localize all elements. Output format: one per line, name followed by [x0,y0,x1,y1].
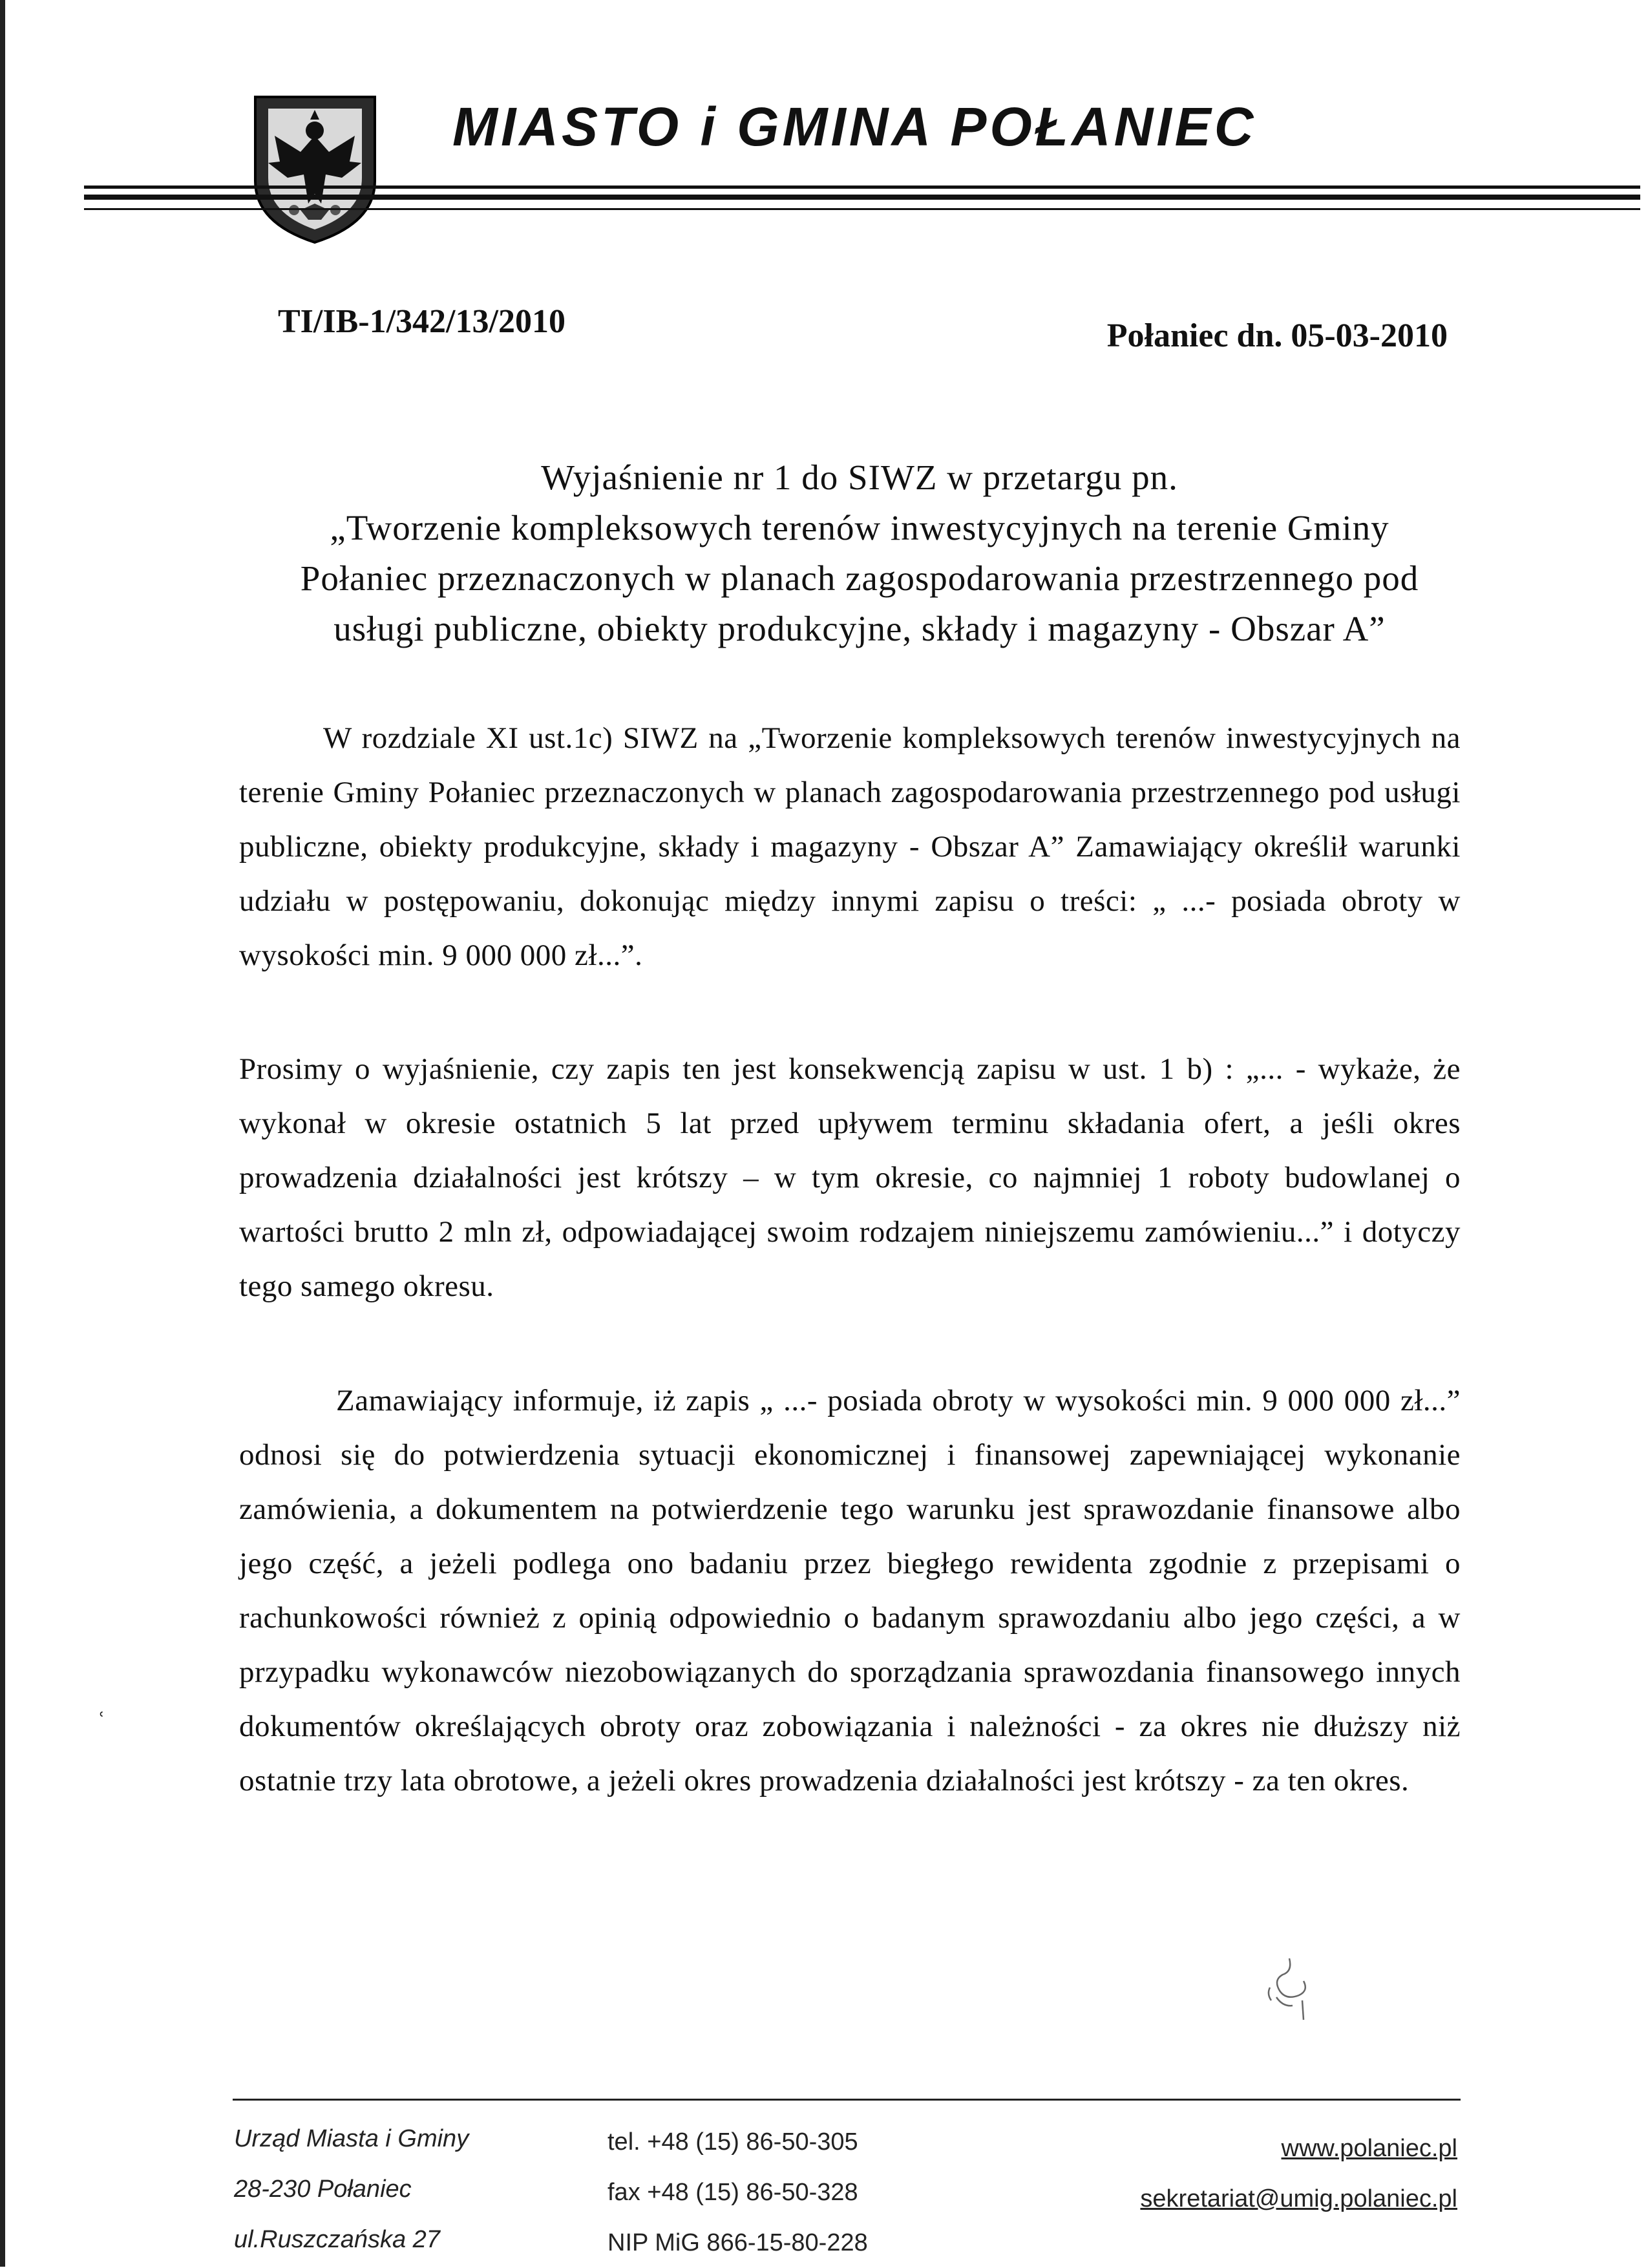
title-line: Wyjaśnienie nr 1 do SIWZ w przetargu pn. [541,458,1178,497]
signature-mark-icon [1263,1955,1322,2030]
footer-email-link[interactable]: sekretariat@umig.polaniec.pl [1140,2185,1457,2212]
header-rule [84,195,1640,200]
title-line: „Tworzenie kompleksowych terenów inwestycyjnych na terenie Gminy [330,508,1389,547]
coat-of-arms-icon [249,90,381,246]
footer-address-line: 28-230 Połaniec [234,2176,412,2203]
footer-fax: fax +48 (15) 86-50-328 [607,2179,858,2206]
margin-mark: ʿ [97,1707,106,1736]
footer-rule [233,2099,1461,2101]
paragraph-question: Prosimy o wyjaśnienie, czy zapis ten jest konsekwencją zapisu w ust. 1 b) : „... - wykaże, że wykonał w okresie ostatnich 5 lat przed upływem terminu składania ofert, a jeśli okres prowadzenia działalności jest krótszy – w tym okresie, co najmniej 1 roboty budowlanej o wartości brutto 2 mln zł, odpowiadającej swoim rodzajem niniejszemu zamówieniu...” i dotyczy tego samego okresu. [239,1052,1461,1303]
footer-address-line: Urząd Miasta i Gminy [234,2125,469,2152]
title-line: usługi publiczne, obiekty produkcyjne, składy i magazyny - Obszar A” [333,609,1386,648]
footer-nip: NIP MiG 866-15-80-228 [607,2229,868,2256]
paragraph-question-context: W rozdziale XI ust.1c) SIWZ na „Tworzenie kompleksowych terenów inwestycyjnych na terenie Gminy Połaniec przeznaczonych w planach zagospodarowania przestrzennego pod usługi publiczne, obiekty produkcyjne, składy i magazyny - Obszar A” Zamawiający określił warunki udziału w postępowaniu, dokonując między innymi zapisu o treści: „ ...- posiada obroty w wysokości min. 9 000 000 zł...”. [239,721,1461,972]
scan-edge [0,0,5,2267]
header-rule [84,208,1640,210]
title-line: Połaniec przeznaczonych w planach zagospodarowania przestrzennego pod [300,558,1419,598]
organization-name: MIASTO i GMINA POŁANIEC [452,96,1257,157]
document-date: Połaniec dn. 05-03-2010 [1106,317,1448,354]
footer-contact [607,2117,868,2268]
reference-number: TI/IB-1/342/13/2010 [278,303,565,340]
footer-web [1140,2123,1457,2224]
header-rule [84,185,1640,189]
footer-address-line: ul.Ruszczańska 27 [234,2226,440,2253]
paragraph-answer: Zamawiający informuje, iż zapis „ ...- posiada obroty w wysokości min. 9 000 000 zł...” odnosi się do potwierdzenia sytuacji ekonomicznej i finansowej zapewniającej wykonanie zamówienia, a dokumentem na potwierdzenie tego warunku jest sprawozdanie finansowe albo jego część, a jeżeli podlega ono badaniu przez biegłego rewidenta zgodnie z przepisami o rachunkowości również z opinią odpowiednio o badanym sprawozdaniu albo jego części, a w przypadku wykonawców niezobowiązanych do sporządzania sprawozdania finansowego innych dokumentów określających obroty oraz zobowiązania i należności - za okres nie dłuższy niż ostatnie trzy lata obrotowe, a jeżeli okres prowadzenia działalności jest krótszy - za ten okres. [239,1384,1461,1797]
document-title [246,452,1474,654]
footer-address [234,2114,469,2265]
footer-website-link[interactable]: www.polaniec.pl [1281,2135,1457,2162]
footer-phone: tel. +48 (15) 86-50-305 [607,2128,858,2156]
